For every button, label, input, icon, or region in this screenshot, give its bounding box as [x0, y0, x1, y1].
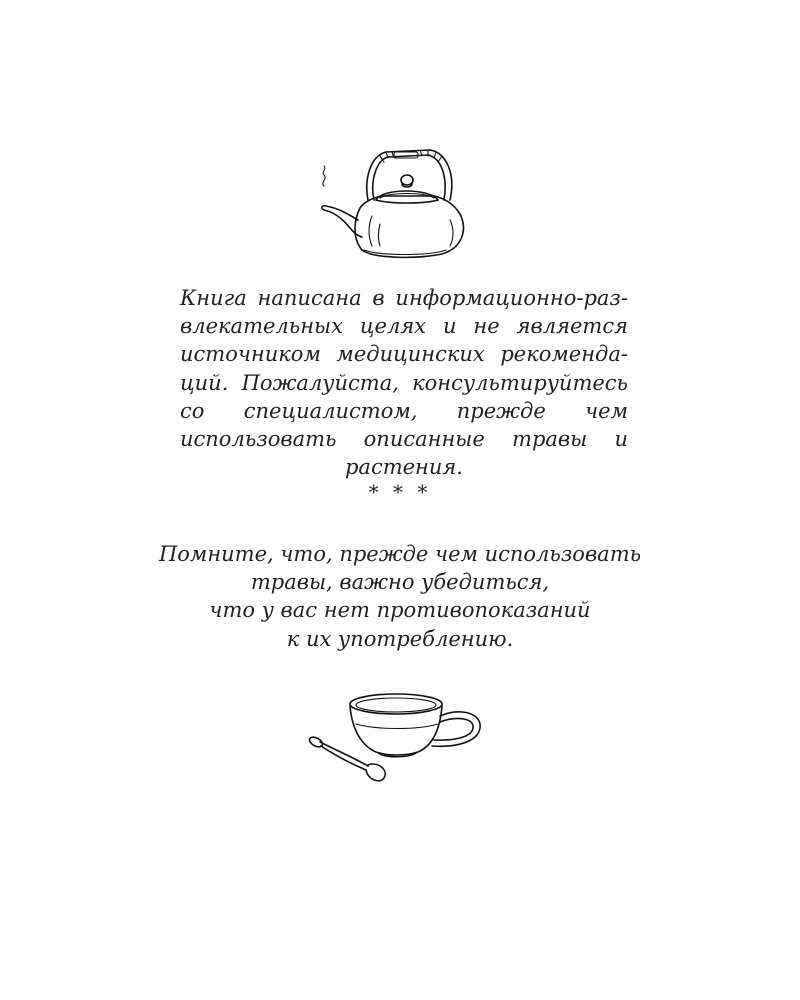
reminder-line: что у вас нет противопоказаний: [209, 598, 591, 623]
teacup-with-spoon-illustration: [306, 684, 496, 794]
reminder-line: Помните, что, прежде чем использовать: [158, 542, 642, 566]
reminder-line: травы, важно убедиться,: [250, 570, 550, 595]
disclaimer-paragraph: Книга написана в информационно-развлекательных целях и не является источником медицинских рекомендаций. Пожалуйста, консультируйтесь со специалистом, прежде чем использовать описанные травы и растения.: [180, 286, 628, 480]
section-separator: * * *: [368, 480, 432, 504]
teakettle-illustration: [310, 138, 480, 264]
reminder-line: к их употреблению.: [286, 626, 514, 651]
reminder-paragraph: [150, 540, 650, 653]
